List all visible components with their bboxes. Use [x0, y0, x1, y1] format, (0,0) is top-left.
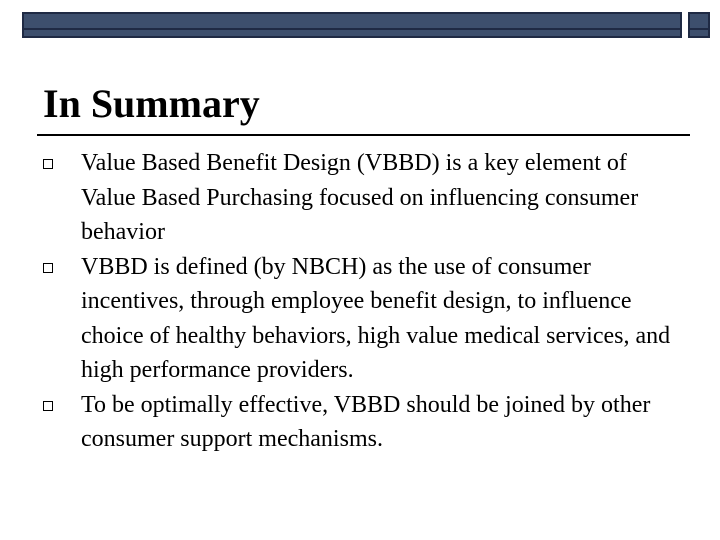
hollow-square-icon [43, 159, 53, 169]
bullet-list [41, 146, 681, 457]
bullet-item [41, 388, 681, 457]
hollow-square-icon [43, 263, 53, 273]
header-bar-line [24, 28, 680, 30]
bullet-text: Value Based Benefit Design (VBBD) is a key element of Value Based Purchasing focused on influencing consumer behavior [81, 150, 639, 245]
bullet-item [41, 250, 681, 388]
slide-title: In Summary [43, 81, 260, 126]
header-decorative-bar [22, 12, 682, 38]
title-underline [37, 134, 690, 136]
hollow-square-icon [43, 401, 53, 411]
corner-box-line [690, 28, 708, 30]
bullet-item [41, 146, 681, 250]
bullet-text: To be optimally effective, VBBD should be joined by other consumer support mechanisms. [81, 391, 651, 452]
header-corner-box [688, 12, 710, 38]
bullet-text: VBBD is defined (by NBCH) as the use of consumer incentives, through employee benefit design, to influence choice of healthy behaviors, high value medical services, and high performance providers. [81, 253, 671, 383]
